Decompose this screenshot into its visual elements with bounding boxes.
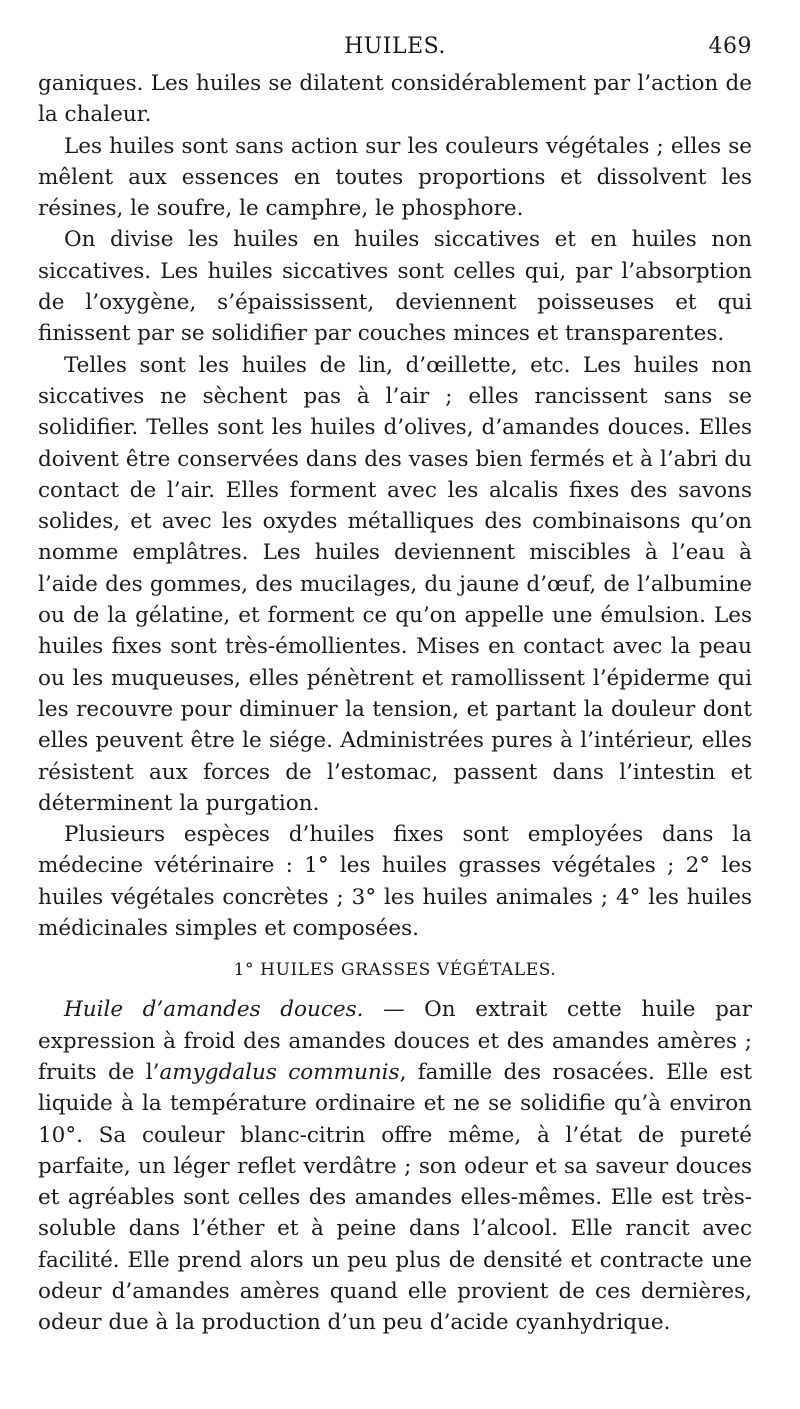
main-text [38,68,752,944]
paragraph-almond-oil [38,994,752,1338]
paragraph-colors: Les huiles sont sans action sur les couleurs végétales ; elles se mêlent aux essences en toutes proportions et dissolvent les résines, le soufre, le camphre, le phosphore. [38,133,752,222]
section-body [38,994,752,1338]
paragraph-siccatives: On divise les huiles en huiles siccatives et en huiles non siccatives. Les huiles siccatives sont celles qui, par l’absorption de l’oxygène, s’épaississent, deviennent poisseuses et qui finissent par se solidifier par couches minces et transparentes. [38,227,752,347]
entry-text-2: , famille des rosacées. Elle est liquide à la température ordinaire et ne se solidifie qu’à environ 10°. Sa couleur blanc-citrin offre même, à l’état de pureté parfaite, un léger reflet verdâtre ; son odeur et sa saveur douces et agréables sont celles des amandes elles-mêmes. Elle est très-soluble dans l’éther et à peine dans l’alcool. Elle rancit avec facilité. Elle prend alors un peu plus de densité et contracte une odeur d’amandes amères quand elle provient de ces dernières, odeur due à la production d’un peu d’acide cyanhydrique. [38,1059,752,1336]
page-number: 469 [708,34,752,59]
paragraph-continuation: ganiques. Les huiles se dilatent considérablement par l’action de la chaleur. [38,71,752,128]
section-heading: 1° HUILES GRASSES VÉGÉTALES. [233,960,557,981]
entry-text-1: — On extrait cette huile par expression à froid des amandes douces et des amandes amères ; fruits de l’ [38,997,752,1085]
running-header [38,28,752,68]
paragraph-properties: Telles sont les huiles de lin, d’œillette, etc. Les huiles non siccatives ne sèchent pas à l’air ; elles rancissent sans se solidifier. Telles sont les huiles d’olives, d’amandes douces. Elles doivent être conservées dans des vases bien fermés et à l’abri du contact de l’air. Elles forment avec les alcalis fixes des savons solides, et avec les oxydes métalliques des combinaisons qu’on nomme emplâtres. Les huiles deviennent miscibles à l’eau à l’aide des gommes, des mucilages, du jaune d’œuf, de l’albumine ou de la gélatine, et forment ce qu’on appelle une émulsion. Les huiles fixes sont très-émollientes. Mises en contact avec la peau ou les muqueuses, elles pénètrent et ramollissent l’épiderme qui les recouvre pour diminuer la tension, et partant la douleur dont elles peuvent être le siége. Administrées pures à l’intérieur, elles résistent aux forces de l’estomac, passent dans l’intestin et déterminent la purgation. [38,352,752,816]
species-name: amygdalus communis [159,1059,400,1085]
running-title: HUILES. [344,34,446,59]
paragraph-veterinary: Plusieurs espèces d’huiles fixes sont employées dans la médecine vétérinaire : 1° les huiles grasses végétales ; 2° les huiles végétales concrètes ; 3° les huiles animales ; 4° les huiles médicinales simples et composées. [38,822,752,942]
entry-title: Huile d’amandes douces. [64,997,364,1023]
